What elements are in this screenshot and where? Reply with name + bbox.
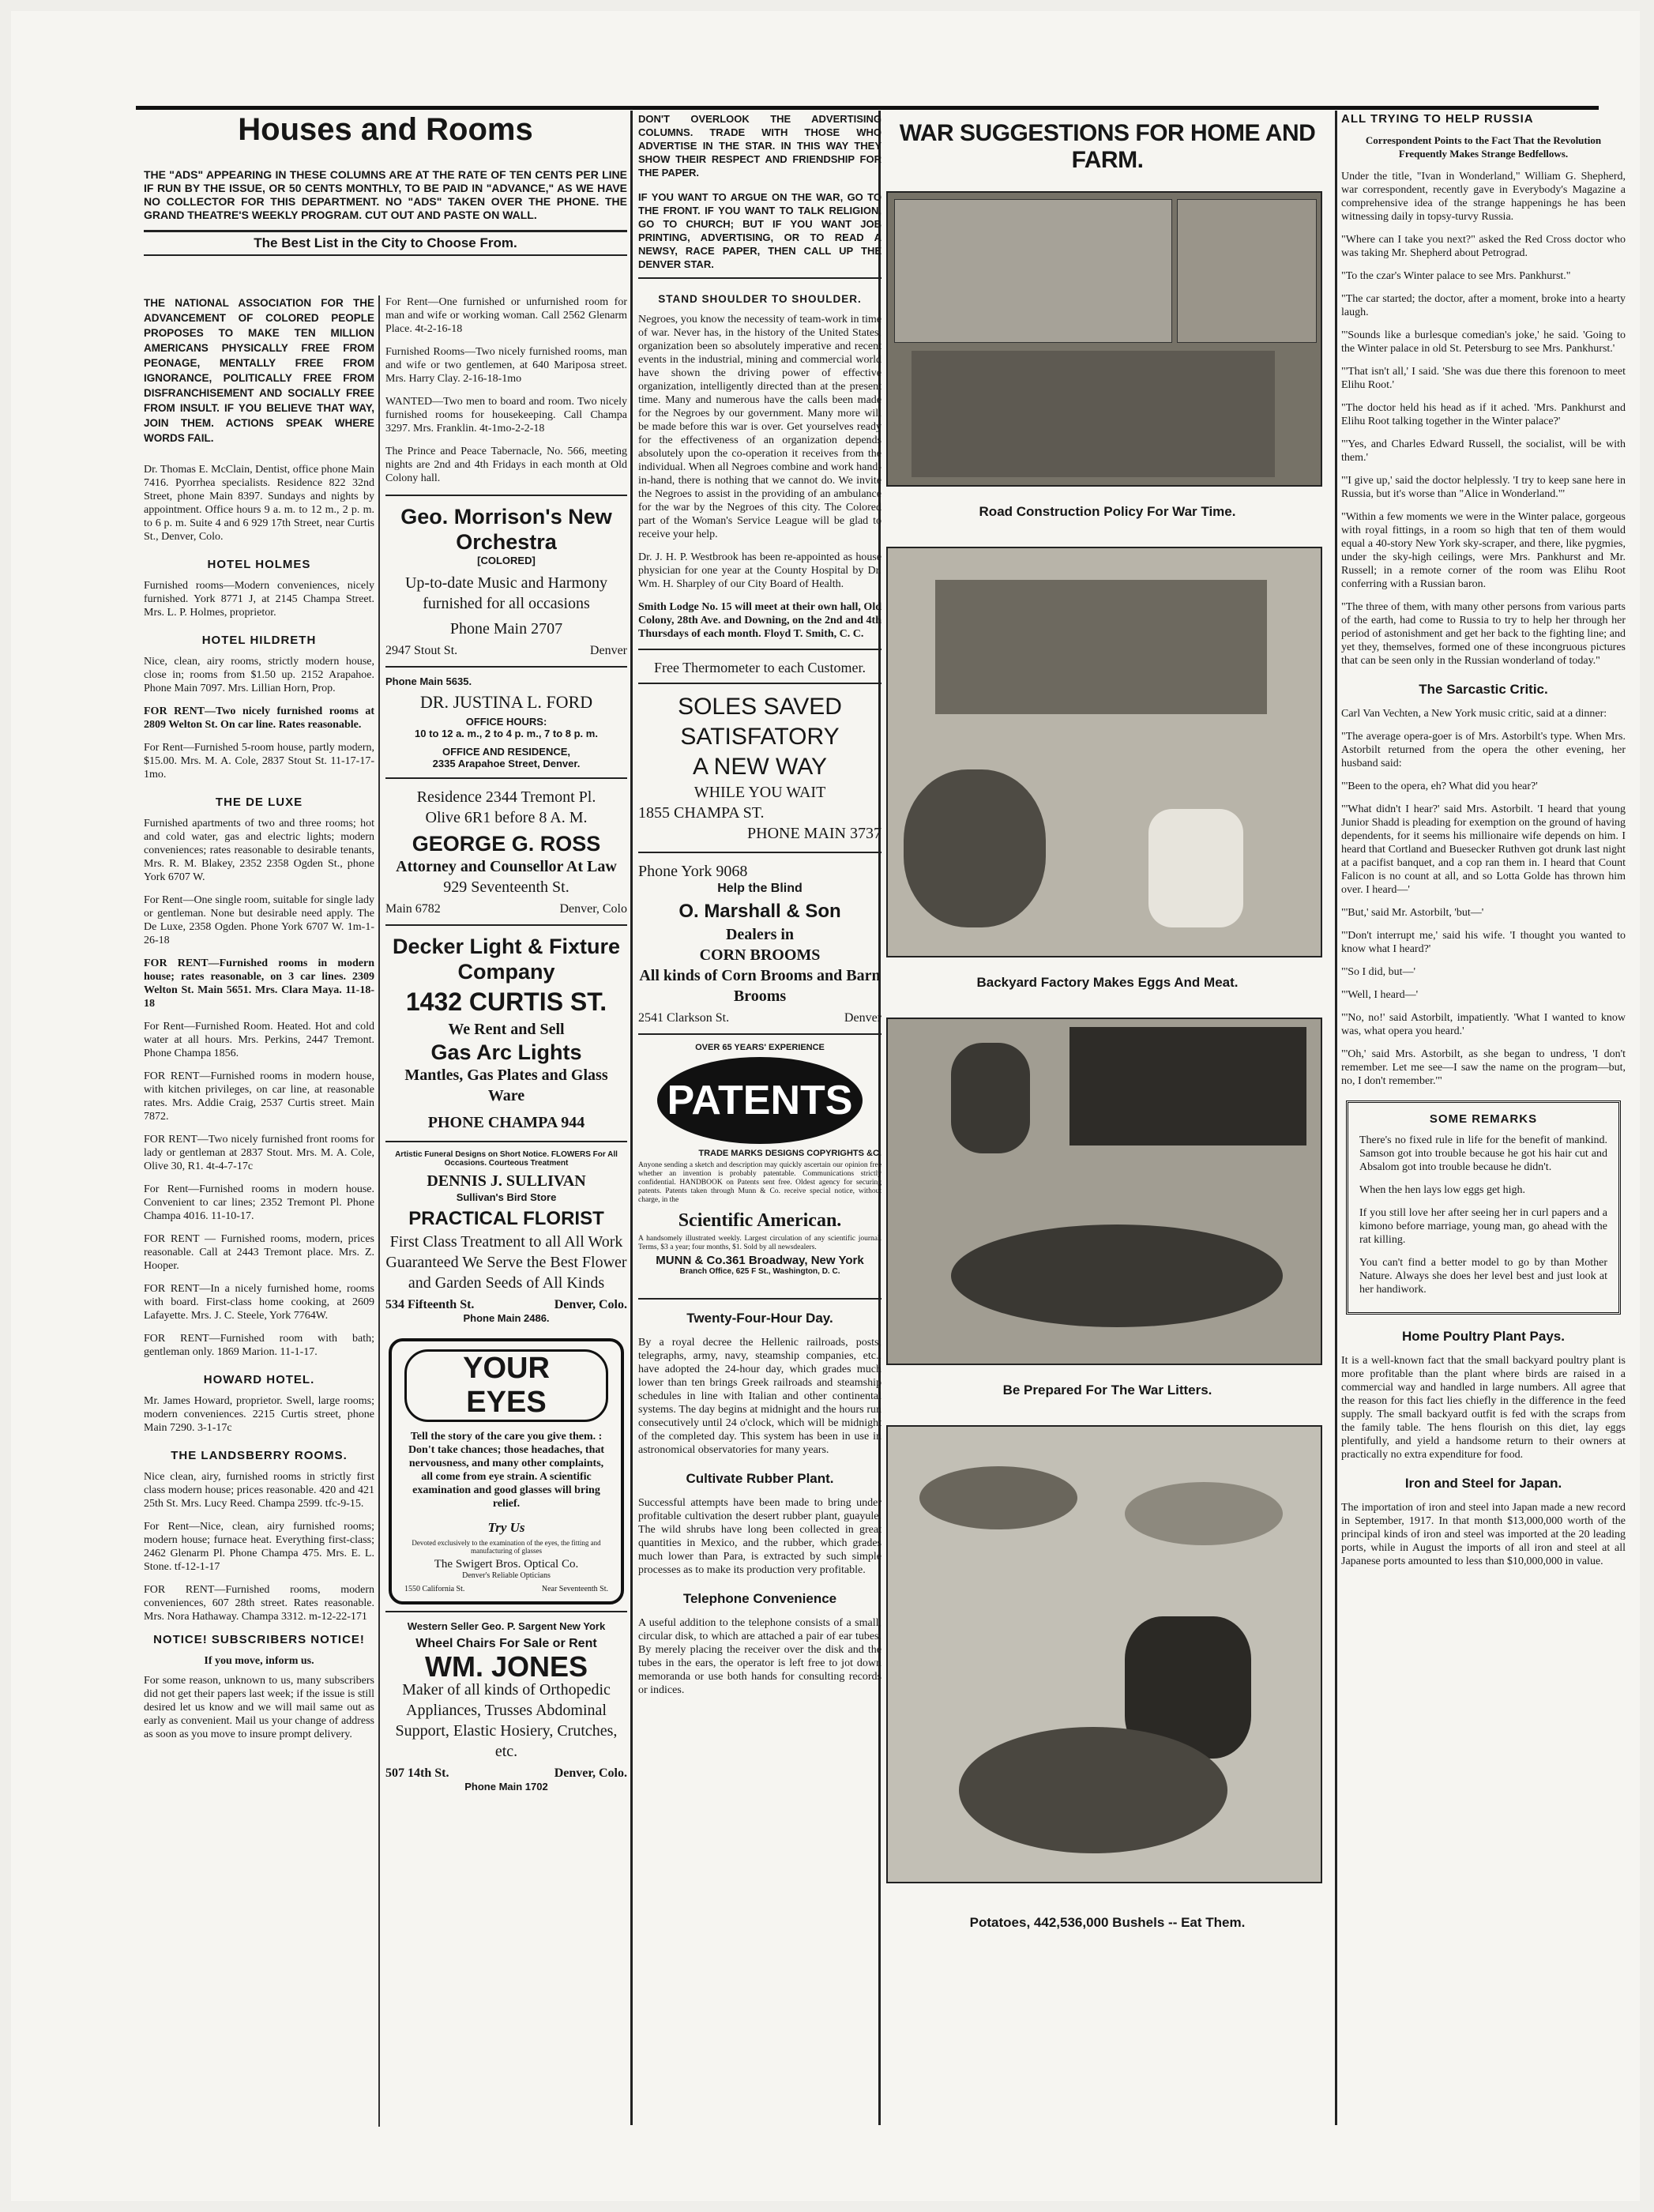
naacp-notice: THE NATIONAL ASSOCIATION FOR THE ADVANCEMENT OF COLORED PEOPLE PROPOSES TO MAKE TEN MILLION AMERICANS PHYSICALLY FREE FROM PEONAGE, MENTALLY FREE FROM IGNORANCE, POLITICALLY FREE FROM DISFRANCHISEMENT AND SOCIALLY FREE FROM INSULT. IF YOU BELIEVE THAT WAY, JOIN THEM. ACTIONS SPEAK WHERE WORDS FAIL. (144, 297, 374, 444)
your-eyes-address-row (404, 1585, 608, 1593)
poultry-article: It is a well-known fact that the small backyard poultry plant is more profitable than the plant where birds are raised in a commercial way and handled in large numbers. All agree that the reason for this fact lies chiefly in the difference in the feed supply. The small backyard outfit is fed with the scraps from the family table. The hens flourish on this diet, lay eggs plentifully, and yield a handsome return to their owners at practically no extra expenditure for food. (1341, 1355, 1626, 1461)
poultry-heading: Home Poultry Plant Pays. (1402, 1329, 1565, 1344)
ford-name: DR. JUSTINA L. FORD (419, 692, 593, 712)
russia-paragraph: "To the czar's Winter palace to see Mrs. Pankhurst." (1341, 270, 1571, 282)
morrison-name: Geo. Morrison's New Orchestra (400, 505, 612, 554)
ross-address: 929 Seventeenth St. (443, 878, 570, 896)
critic-paragraph: "'Oh,' said Mrs. Astorbilt, as she began to undress, 'I don't remember. Let me see—I saw the name on the program—but, no, I don't remember.'" (1341, 1048, 1626, 1087)
jones-city: Denver, Colo. (554, 1766, 627, 1780)
russia-paragraph: Under the title, "Ivan in Wonderland," William G. Shepherd, war correspondent, recently gave in Everybody's Magazine a comprehensive idea of the strange happenings he has been witnessing daily in topsy-turvy Russia. (1341, 171, 1626, 223)
mariposa-ad: Furnished Rooms—Two nicely furnished rooms, man and wife or two gentlemen, at 640 Mariposa street. Mrs. Harry Clay. 2-16-18-1mo (385, 346, 627, 385)
truck-photo (894, 199, 1172, 343)
dont-overlook-notice: DON'T OVERLOOK THE ADVERTISING COLUMNS. TRADE WITH THOSE WHO ADVERTISE IN THE STAR. IN THIS WAY THEY SHOW THEIR RESPECT AND FRIENDSHIP FOR THE PAPER. (638, 113, 882, 179)
russia-heading: ALL TRYING TO HELP RUSSIA (1341, 112, 1534, 126)
smith-lodge-notice: Smith Lodge No. 15 will meet at their own hall, Old Colony, 28th Ave. and Downing, on the 2nd and 4th Thursdays of each month. Floyd T. Smith, C. C. (638, 600, 882, 650)
marshall-address: 2541 Clarkson St. (638, 1011, 730, 1025)
rubber-article: Successful attempts have been made to bring under profitable cultivation the desert rubber plant, guayule. The wild shrubs have long been collected in great quantities in Mexico, and the rubber, which grades much lower than Para, is extracted by such simple processes as to make its production very profitable. (638, 1497, 882, 1576)
russia-article (1341, 170, 1626, 668)
welton-ad: FOR RENT—Two nicely furnished rooms at 2809 Welton St. On car line. Rates reasonable. (144, 705, 374, 731)
stone-ad: For Rent—Nice, clean, airy furnished rooms; modern house; furnace heat. Everything first-class; 2462 Glenarm Pl. Phone Champa 475. Mrs. E. L. Stone. tf-12-1-17 (144, 1521, 374, 1573)
patents-experience: OVER 65 YEARS' EXPERIENCE (695, 1043, 825, 1052)
sullivan-ad (385, 1141, 627, 1332)
ford-hours-heading: OFFICE HOURS: (465, 716, 547, 728)
section-title: Houses and Rooms (238, 112, 533, 147)
ross-ad (385, 777, 627, 924)
sullivan-address: 534 Fifteenth St. (385, 1298, 475, 1311)
soles-address: 1855 CHAMPA ST. (638, 804, 765, 822)
patents-body: Anyone sending a sketch and description may quickly ascertain our opinion free whether an invention is probably patentable. Communications strictly confidential. HANDBOOK on Patents sent free. Oldest agency for securing patents. Patents taken through Munn & Co. receive special notice, without charge, in the (638, 1161, 882, 1204)
telephone-article: A useful addition to the telephone consists of a small, circular disk, to which are attached a pair of ear tubes. By merely placing the receiver over the disk and the tubes in the ears, the operator is left free to jot down memoranda or use both hands for consulting records or indices. (638, 1617, 882, 1696)
coop-building (935, 580, 1267, 714)
your-eyes-address1: 1550 California St. (404, 1585, 465, 1593)
your-eyes-devoted: Devoted exclusively to the examination of the eyes, the fitting and manufacturing of glasses (412, 1539, 601, 1555)
decker-line1: We Rent and Sell (448, 1021, 565, 1038)
day-heading: Twenty-Four-Hour Day. (638, 1298, 882, 1326)
backyard-caption: Backyard Factory Makes Eggs And Meat. (976, 975, 1239, 990)
jones-name: WM. JONES (424, 1650, 588, 1683)
boy-figure (951, 1043, 1030, 1153)
jones-line: Maker of all kinds of Orthopedic Appliances, Trusses Abdominal Support, Elastic Hosiery, Crutches, etc. (395, 1681, 618, 1760)
jones-top: Western Seller Geo. P. Sargent New York (407, 1620, 606, 1632)
thermometer-line: Free Thermometer to each Customer. (653, 660, 866, 675)
russia-paragraph: "Where can I take you next?" asked the Red Cross doctor who was taking Mr. Shepherd about Petrograd. (1341, 234, 1626, 259)
backyard-factory-photo (886, 547, 1322, 957)
critic-paragraph: Carl Van Vechten, a New York music critic, said at a dinner: (1341, 708, 1607, 720)
westbrook-notice: Dr. J. H. P. Westbrook has been re-appointed as house physician for one year at the County Hospital by Dr. Wm. H. Sharpley of our City Board of Health. (638, 551, 882, 590)
marshall-dealers: Dealers in (725, 926, 795, 943)
jones-ad (385, 1611, 627, 1800)
howard-heading: HOWARD HOTEL. (203, 1373, 315, 1386)
shoulder-article: Negroes, you know the necessity of team-work in time of war. Never has, in the history of the United States, organization been so absolutely imperative and recent events in the industrial, mining and commercial world have shown the driving power of effective organization, intelligently directed than at the present time. Many and numerous have the calls been made for the Negroes by our government. Many more will be made before this war is over. Get yourselves ready for the effectiveness of an organization depends absolutely upon the co-operation it receives from the individual. When all Negroes combine and work hand-in-hand, there is nothing that we cannot do. We invite the Negroes to assist in the providing of an ambulance for the war by the Negroes of this city. The Colored part of the Woman's Service League will be glad to receive your help. (638, 314, 882, 540)
litters-caption: Be Prepared For The War Litters. (1002, 1382, 1212, 1398)
critic-paragraph: "'Well, I heard—' (1341, 989, 1419, 1001)
sullivan-name: DENNIS J. SULLIVAN (427, 1172, 586, 1190)
soles-line4: WHILE YOU WAIT (694, 784, 826, 801)
jones-chairs: Wheel Chairs For Sale or Rent (415, 1637, 597, 1650)
ross-olive: Olive 6R1 before 8 A. M. (425, 809, 588, 826)
jones-address-row (385, 1766, 627, 1781)
decker-phone: PHONE CHAMPA 944 (427, 1114, 585, 1131)
ford-phone: Phone Main 5635. (385, 675, 472, 687)
remark-item: When the hen lays low eggs get high. (1359, 1184, 1525, 1196)
russia-paragraph: "'Yes, and Charles Edward Russell, the socialist, will be with them.' (1341, 438, 1626, 464)
truck-front-photo (1177, 199, 1317, 343)
patents-branch: Branch Office, 625 F St., Washington, D. C. (679, 1267, 840, 1276)
russia-subhead: Correspondent Points to the Fact That the Revolution Frequently Makes Strange Bedfellows. (1365, 134, 1602, 160)
potato-dish (919, 1466, 1077, 1529)
litters-photo (886, 1018, 1322, 1365)
critic-paragraph: "'Been to the opera, eh? What did you hear?' (1341, 781, 1538, 792)
soles-phone: PHONE MAIN 3737 (747, 825, 882, 842)
morrison-orchestra-ad (385, 495, 627, 666)
your-eyes-address2: Near Seventeenth St. (541, 1585, 608, 1593)
sullivan-top: Artistic Funeral Designs on Short Notice. FLOWERS For All Occasions. Courteous Treatment (395, 1150, 618, 1168)
road-photo (886, 191, 1322, 487)
subscribers-notice-body: For some reason, unknown to us, many subscribers did not get their papers last week; if the issue is still desired let us know and we will mail same out as early as convenient. Mail us your change of address as soon as you move to insure prompt delivery. (144, 1675, 374, 1740)
potatoes-photo (886, 1425, 1322, 1883)
landsberry-ad: Nice clean, airy, furnished rooms in strictly first class modern house; prices reasonable. 420 and 421 25th St. Mrs. Lucy Reed. Champa 2599. tfc-9-15. (144, 1471, 374, 1510)
russia-paragraph: "The doctor held his head as if it ached. 'Mrs. Pankhurst and Elihu Root talking together in the Winter palace?' (1341, 402, 1626, 427)
decker-name: Decker Light & Fixture Company (392, 935, 621, 984)
morrison-city: Denver (589, 644, 627, 657)
patents-sci-am: Scientific American. (678, 1210, 842, 1231)
morrison-phone: Phone Main 2707 (449, 620, 563, 638)
sullivan-city: Denver, Colo. (554, 1298, 627, 1311)
ross-city: Denver, Colo (559, 902, 627, 916)
marshall-address-row (638, 1011, 882, 1025)
critic-paragraph: "'No, no!' said Astorbilt, impatiently. 'What I wanted to know was, what opera you heard.' (1341, 1012, 1626, 1037)
critic-article (1341, 707, 1626, 1088)
hooper-ad: FOR RENT — Furnished rooms, modern, prices reasonable. Call at 2443 Tremont place. Mrs. Z. Hooper. (144, 1233, 374, 1272)
russia-paragraph: "The car started; the doctor, after a moment, broke into a hearty laugh. (1341, 293, 1626, 318)
patents-weekly: A handsomely illustrated weekly. Largest circulation of any scientific journal. Terms, $3 a year; four months, $1. Sold by all newsdealers. (638, 1235, 882, 1251)
marshall-kinds: All kinds of Corn Brooms and Barn Brooms (639, 967, 881, 1005)
patents-trademarks: TRADE MARKS DESIGNS COPYRIGHTS &C. (698, 1149, 882, 1158)
critic-paragraph: "'But,' said Mr. Astorbilt, 'but—' (1341, 907, 1484, 919)
morrison-tag: [COLORED] (477, 555, 536, 566)
tremont-ad: For Rent—Furnished rooms in modern house. Convenient to car lines; 2352 Tremont Pl. Phone Champa 4016. 11-10-17. (144, 1183, 374, 1222)
decker-ad (385, 924, 627, 1141)
classifieds-right (385, 295, 627, 1800)
houses-and-rooms-section (144, 112, 627, 2127)
best-list-heading: The Best List in the City to Choose From. (144, 230, 627, 256)
road-caption: Road Construction Policy For War Time. (979, 504, 1236, 519)
patents-ad (638, 1033, 882, 1284)
marshall-corn: CORN BROOMS (699, 946, 821, 964)
remark-item: You can't find a better model to go by than Mother Nature. Always she does her level best and just look at her handiwork. (1359, 1257, 1607, 1296)
potato-pile (959, 1727, 1227, 1853)
craig-ad: FOR RENT—Furnished rooms in modern house, with kitchen privileges, on car line, at reasonable rates. Mrs. Addie Craig, 2537 Curtis street. Main 7872. (144, 1070, 374, 1123)
marshall-phone: Phone York 9068 (638, 863, 748, 880)
sullivan-sub: Sullivan's Bird Store (456, 1191, 557, 1203)
argue-notice: IF YOU WANT TO ARGUE ON THE WAR, GO TO THE FRONT. IF YOU WANT TO TALK RELIGION, GO TO CHURCH; BUT IF YOU WANT JOB PRINTING, ADVERTISING, OR TO READ A NEWSY, RACE PAPER, THEN CALL UP THE DENVER STAR. (638, 190, 882, 279)
iron-heading: Iron and Steel for Japan. (1404, 1476, 1562, 1491)
holmes-ad: Furnished rooms—Modern conveniences, nicely furnished. York 8771 J, at 2145 Champa Street. Mrs. L. P. Holmes, proprietor. (144, 580, 374, 619)
your-eyes-try: Try Us (487, 1520, 525, 1535)
critic-heading: The Sarcastic Critic. (1419, 682, 1548, 697)
potatoes-caption: Potatoes, 442,536,000 Bushels -- Eat Them. (969, 1915, 1246, 1930)
ford-address: 2335 Arapahoe Street, Denver. (432, 758, 581, 769)
russia-paragraph: "Within a few moments we were in the Winter palace, gorgeous with royal fittings, in a room so high that ten of them would equal a 40-story New York sky-scraper, and there, like pygmies, under the sky-high ceilings, were Mrs. Pankhurst and Mr. Russell; in a remote corner of the room was Elihu Root conferring with a Russian baron. (1341, 511, 1626, 590)
war-suggestions-title: WAR SUGGESTIONS FOR HOME AND FARM. (899, 120, 1316, 173)
decker-address: 1432 CURTIS ST. (405, 988, 607, 1016)
ross-address-row (385, 902, 627, 916)
remarks-box (1346, 1100, 1621, 1315)
sub-column-rule (378, 295, 380, 2127)
sullivan-address-row (385, 1298, 627, 1312)
barn-wall (1069, 1027, 1306, 1146)
ross-title: Attorney and Counsellor At Law (396, 858, 617, 875)
your-eyes-tag: Denver's Reliable Opticians (462, 1571, 551, 1580)
hildreth-ad: Nice, clean, airy rooms, strictly modern house, close in; rooms from $1.50 up. 2152 Arapahoe. Phone Main 7097. Mrs. Lillian Horn, Prop. (144, 656, 374, 694)
subscribers-notice-sub: If you move, inform us. (204, 1655, 314, 1667)
soles-line2: SATISFATORY (680, 724, 840, 750)
column-rule (630, 111, 633, 2125)
sullivan-line: First Class Treatment to all All Work Guaranteed We Serve the Best Flower and Garden Seeds of All Kinds (385, 1233, 627, 1292)
center-column (638, 112, 882, 2127)
russia-paragraph: "'That isn't all,' I said. 'She was due there this forenoon to meet Elihu Root.' (1341, 366, 1626, 391)
cole-ad: FOR RENT—Two nicely furnished front rooms for lady or gentleman at 2837 Stout. Mrs. M. A. Cole, Olive 30, R1. 4t-4-7-17c (144, 1134, 374, 1172)
single-room-ad: For Rent—One single room, suitable for single lady or gentleman. None but desirable need apply. The De Luxe, 2358 Ogden. Phone York 6707 W. 1m-1-26-18 (144, 894, 374, 946)
morrison-line: Up-to-date Music and Harmony furnished for all occasions (404, 574, 608, 612)
russia-paragraph: "The three of them, with many other persons from various parts of the earth, had come to Russia to try to help her through her period of astonishment and get her back to the fighting line; and yet they, themselves, formed one of these incongruous pictures that can be seen only in the Russian wonderland of today." (1341, 601, 1626, 667)
road-view-photo (912, 351, 1275, 477)
steele-ad: FOR RENT—In a nicely furnished home, rooms with board. First-class home cooking, at 2609 Lafayette. Mrs. J. C. Steele, York 7764W. (144, 1283, 374, 1322)
ross-residence: Residence 2344 Tremont Pl. (416, 788, 596, 806)
critic-paragraph: "'What didn't I hear?' said Mrs. Astorbilt. 'I heard that young Junior Shadd is pleading for exemption on the ground of having dependents, for it seems his millionaire wife depends on him. I heard that Cortland and Buesecker Ruthven got drunk last night at a pacifist banquet, and a cop ran them in. I heard that Count Falicon is no count at all, and so Lotta Golde has thrown him over. I heard—' (1341, 803, 1626, 896)
right-column (1341, 112, 1626, 2127)
rubber-heading: Cultivate Rubber Plant. (686, 1471, 834, 1486)
jones-phone: Phone Main 1702 (464, 1781, 548, 1793)
morrison-address-row (385, 644, 627, 658)
top-rule (136, 106, 1599, 110)
patents-munn: MUNN & Co.361 Broadway, New York (656, 1254, 864, 1267)
rates-notice: THE "ADS" APPEARING IN THESE COLUMNS ARE AT THE RATE OF TEN CENTS PER LINE IF RUN BY THE ISSUE, OR 50 CENTS MONTHLY, TO BE PAID IN "ADVANCE," AS WE HAVE NO COLLECTOR FOR THIS DEPARTMENT. NO "ADS" TAKEN OVER THE PHONE. THE GRAND THEATRE'S WEEKLY PROGRAM. CUT OUT AND PASTE ON WALL. (144, 168, 627, 221)
sullivan-phone: Phone Main 2486. (463, 1312, 550, 1324)
holmes-heading: HOTEL HOLMES (207, 558, 311, 571)
soles-line1: SOLES SAVED (678, 694, 842, 720)
deluxe-ad: Furnished apartments of two and three rooms; hot and cold water, gas and electric lights; modern conveniences; rates reasonable to desirable tenants, Mrs. R. M. Blakey, 2352 2358 Ogden St., phone York 6707 W. (144, 818, 374, 883)
jones-address: 507 14th St. (385, 1766, 449, 1780)
pigs-group (951, 1224, 1283, 1327)
your-eyes-firm: The Swigert Bros. Optical Co. (434, 1558, 579, 1571)
morrison-address: 2947 Stout St. (385, 644, 458, 657)
deluxe-heading: THE DE LUXE (215, 796, 303, 809)
ross-main: Main 6782 (385, 902, 441, 916)
day-article: By a royal decree the Hellenic railroads, posts, telegraphs, army, navy, steamship companies, etc., have adopted the 24-hour day, which grades much lower than ten brings Greek railroads and steamship schedules in line with Italian and other continental systems. The day begins at midnight and the hours run consecutively until 24 o'clock, which will be midnight of the completed day. This system has been in use in astronomical observatories for many years. (638, 1337, 882, 1456)
your-eyes-title: YOUR EYES (404, 1349, 608, 1422)
russia-paragraph: "'I give up,' said the doctor helplessly. 'I try to keep sane here in Russia, but it's worse than "Alice in Wonderland."' (1341, 475, 1626, 500)
classifieds-left (144, 295, 374, 1751)
soles-ad (638, 683, 882, 852)
your-eyes-ad (389, 1338, 624, 1604)
ford-hours: 10 to 12 a. m., 2 to 4 p. m., 7 to 8 p. m. (415, 728, 598, 739)
critic-paragraph: "'So I did, but—' (1341, 966, 1415, 978)
howard-ad: Mr. James Howard, proprietor. Swell, large rooms; modern conveniences. 2215 Curtis street, phone Main 7290. 3-1-17c (144, 1395, 374, 1434)
remark-item: If you still love her after seeing her in curl papers and a kimono before marriage, young man, go ahead with the rat killing. (1359, 1207, 1607, 1246)
marion-ad: FOR RENT—Furnished room with bath; gentleman only. 1869 Marion. 11-1-17. (144, 1333, 374, 1358)
war-suggestions-section (886, 112, 1329, 2127)
soles-line3: A NEW WAY (692, 754, 827, 780)
your-eyes-body: Tell the story of the care you give them. : Don't take chances; those headaches, that nervousness, and many other complaints, all come from eye strain. A scientific examination and good glasses will bring relief. (408, 1431, 605, 1510)
ford-ad (385, 666, 627, 777)
franklin-ad: WANTED—Two men to board and room. Two nicely furnished rooms for housekeeping. Call Champa 3297. Mrs. Franklin. 4t-1mo-2-2-18 (385, 396, 627, 434)
tabernacle-notice: The Prince and Peace Tabernacle, No. 566, meeting nights are 2nd and 4th Fridays in each month at Old Colony hall. (385, 446, 627, 484)
marshall-city: Denver (844, 1011, 882, 1025)
ford-office: OFFICE AND RESIDENCE, (442, 746, 571, 758)
sullivan-title: PRACTICAL FLORIST (408, 1208, 604, 1229)
shoulder-heading: STAND SHOULDER TO SHOULDER. (658, 293, 862, 305)
patents-wordmark: PATENTS (657, 1057, 863, 1144)
remarks-list (1359, 1134, 1607, 1296)
critic-paragraph: "'Don't interrupt me,' said his wife. 'I thought you wanted to know what I heard?' (1341, 930, 1626, 955)
telephone-heading: Telephone Convenience (682, 1591, 837, 1606)
subscribers-notice-heading: NOTICE! SUBSCRIBERS NOTICE! (153, 1633, 365, 1646)
decker-line2: Gas Arc Lights (430, 1040, 582, 1064)
marshall-help: Help the Blind (717, 882, 803, 895)
mcclain-ad: Dr. Thomas E. McClain, Dentist, office phone Main 7416. Pyorrhea specialists. Residence 822 32nd Street, phone Main 8397. Sundays and nights by appointment. Office hours 9 a. m. to 12 m., 2 p. m. to 6 p. m. Suite 4 and 6 929 17th Street, near Curtis St., Denver, Colo. (144, 464, 374, 543)
remarks-heading: SOME REMARKS (1429, 1112, 1538, 1126)
remark-item: There's no fixed rule in life for the benefit of mankind. Samson got into trouble because he got his hair cut and Absalom got into trouble because he didn't. (1359, 1134, 1607, 1173)
marshall-ad (638, 852, 882, 1033)
glenarm-ad: For Rent—One furnished or unfurnished room for man and wife or working woman. Call 2562 Glenarm Place. 4t-2-16-18 (385, 296, 627, 335)
perkins-ad: For Rent—Furnished Room. Heated. Hot and cold water at all hours. Mrs. Perkins, 2447 Tremont. Phone Champa 1856. (144, 1021, 374, 1059)
decker-line3: Mantles, Gas Plates and Glass Ware (404, 1066, 608, 1104)
landsberry-heading: THE LANDSBERRY ROOMS. (171, 1449, 348, 1462)
stout-ad: For Rent—Furnished 5-room house, partly modern, $15.00. Mrs. M. A. Cole, 2837 Stout St. 11-17-17-1mo. (144, 742, 374, 781)
hen-figure (904, 769, 1046, 927)
potato-plate (1125, 1482, 1283, 1545)
ross-name: GEORGE G. ROSS (412, 832, 601, 856)
eggs-stack (1148, 809, 1243, 927)
hildreth-heading: HOTEL HILDRETH (201, 634, 317, 647)
iron-article: The importation of iron and steel into Japan made a new record in September, 1917. In that month $13,000,000 worth of the principal kinds of iron and steel was imported at the 20 leading ports, while in August the imports of all iron and steel at all Japanese ports amounted to less than $10,000,000 in value. (1341, 1502, 1626, 1567)
column-rule (1335, 111, 1337, 2125)
marshall-name: O. Marshall & Son (679, 901, 841, 922)
clara-ad: FOR RENT—Furnished rooms in modern house; rates reasonable, on 3 car lines. 2309 Welton St. Main 5651. Mrs. Clara Maya. 11-18-18 (144, 957, 374, 1010)
russia-paragraph: "'Sounds like a burlesque comedian's joke,' he said. 'Going to the Winter palace in old St. Petersburg to see Mrs. Pankhurst.' (1341, 329, 1626, 355)
hathaway-ad: FOR RENT—Furnished rooms, modern conveniences, 607 28th street. Rates reasonable. Mrs. Nora Hathaway. Champa 3312. m-12-22-171 (144, 1584, 374, 1623)
critic-paragraph: "The average opera-goer is of Mrs. Astorbilt's type. When Mrs. Astorbilt returned from the opera the other evening, her husband said: (1341, 731, 1626, 769)
